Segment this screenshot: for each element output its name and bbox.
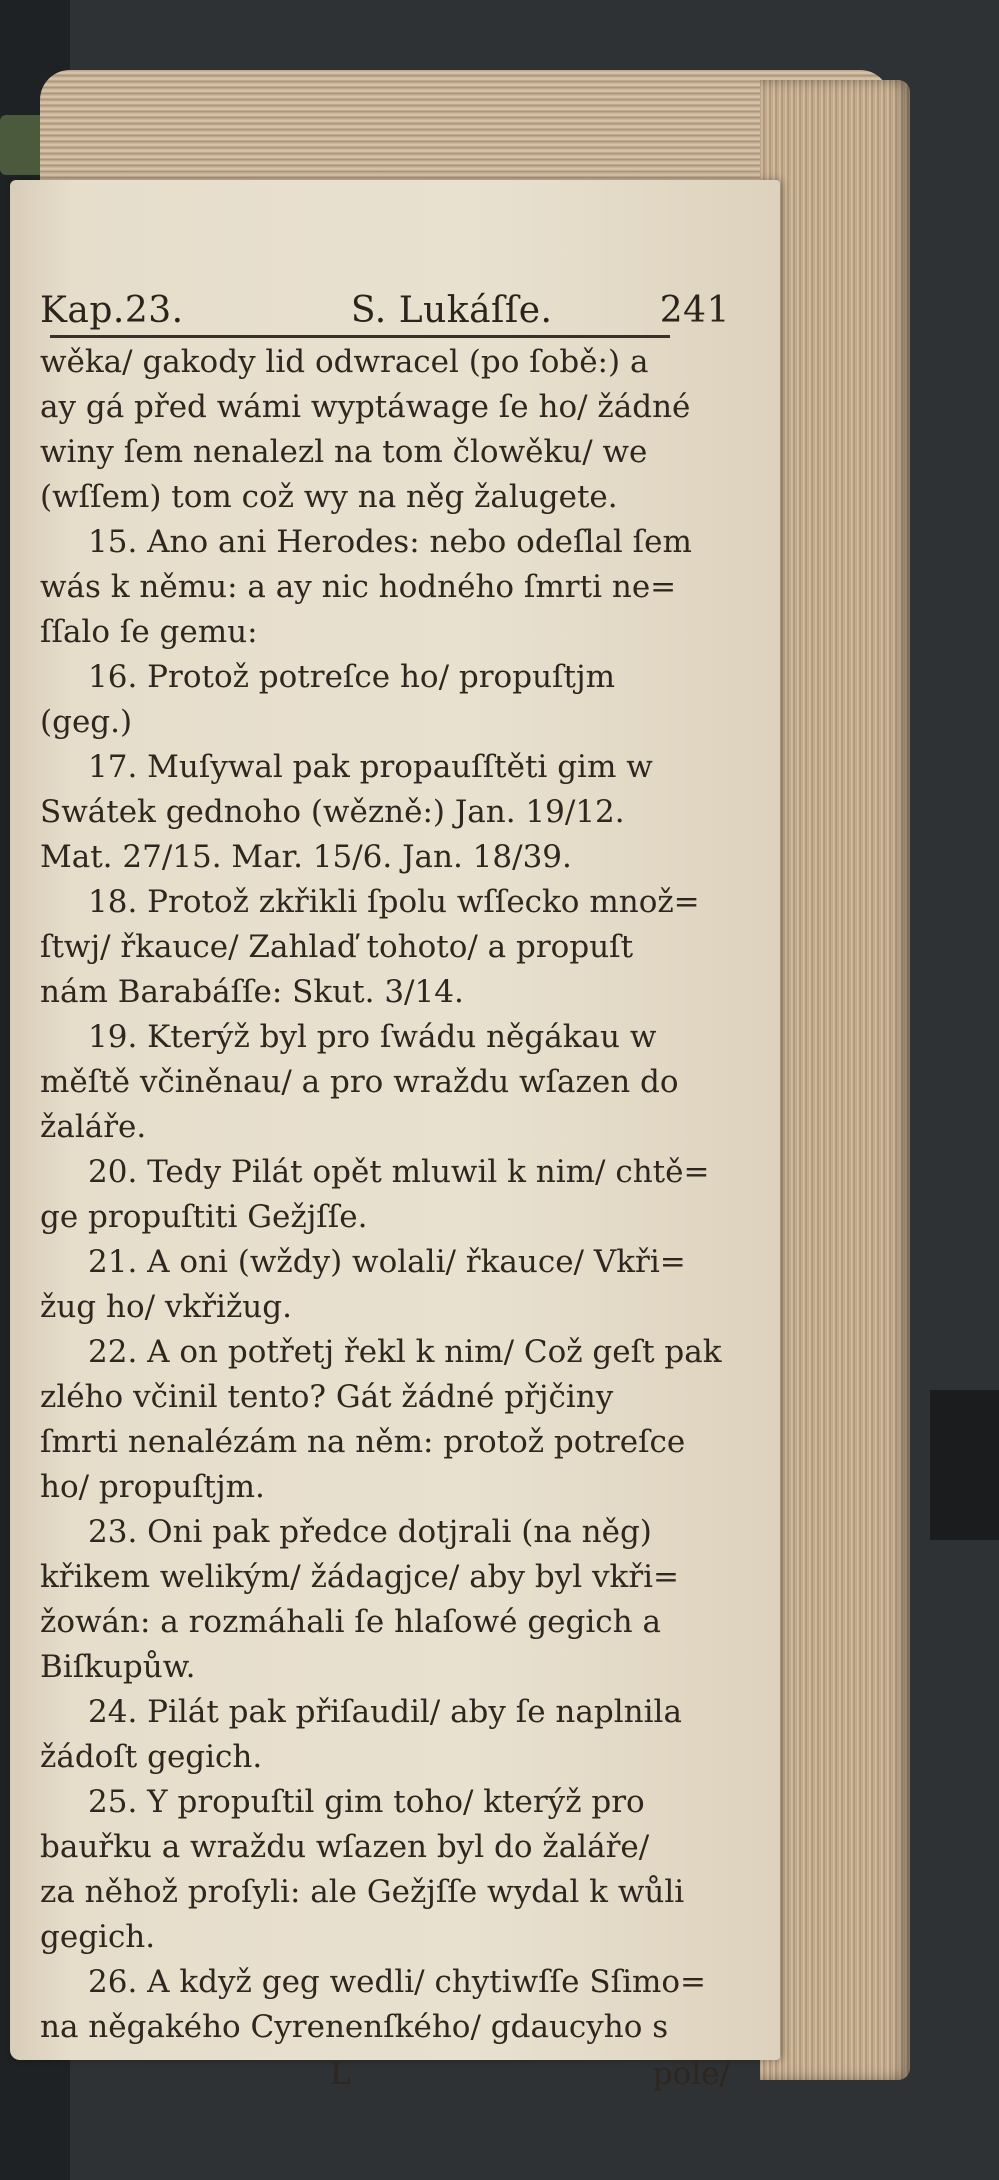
text-line: winy ſem nenalezl na tom člowěku/ we	[40, 434, 648, 470]
text-line: 25. Y propuſtil gim toho/ kterýž pro	[88, 1784, 645, 1820]
text-line: 17. Muſywal pak propauſſtěti gim w	[88, 749, 653, 785]
signature-mark: L	[330, 2056, 351, 2092]
chapter-label: Kap.23.	[40, 290, 184, 331]
text-line: křikem welikým/ žádagjce/ aby byl vkři=	[40, 1559, 680, 1595]
text-line: za něhož proſyli: ale Gežjſſe wydal k wůli	[40, 1874, 685, 1910]
text-line: Swátek gednoho (wězně:) Jan. 19/12.	[40, 794, 625, 830]
text-line: (wſſem) tom což wy na něg žalugete.	[40, 479, 618, 515]
book-page	[10, 180, 780, 2092]
text-line: žowán: a rozmáhali ſe hlaſowé gegich a	[40, 1604, 661, 1640]
text-line: 22. A on potřetj řekl k nim/ Což geſt pak	[88, 1334, 722, 1370]
text-line: 19. Kterýž byl pro ſwádu něgákau w	[88, 1019, 657, 1055]
text-line: 16. Protož potreſce ho/ propuſtjm	[88, 659, 615, 695]
text-line: ſſalo ſe gemu:	[40, 614, 258, 650]
text-line: wás k němu: a ay nic hodného ſmrti ne=	[40, 569, 677, 605]
page-number: 241	[659, 290, 730, 331]
text-line: na něgakého Cyrenenſkého/ gdaucyho s	[40, 2009, 669, 2045]
book-title: S. Lukáſſe.	[350, 290, 553, 331]
text-line: ſmrti nenalézám na něm: protož potreſce	[40, 1424, 686, 1460]
text-line: wěka/ gakody lid odwracel (po ſobě:) a	[40, 344, 649, 380]
text-line: ſtwj/ řkauce/ Zahlaď tohoto/ a propuſt	[40, 929, 634, 965]
text-line: měſtě včiněnau/ a pro wraždu wſazen do	[40, 1064, 679, 1100]
text-line: 20. Tedy Pilát opět mluwil k nim/ chtě=	[88, 1154, 710, 1190]
text-line: ay gá před wámi wyptáwage ſe ho/ žádné	[40, 389, 691, 425]
text-line: gegich.	[40, 1919, 156, 1955]
text-line: Biſkupůw.	[40, 1649, 196, 1685]
text-line: ge propuſtiti Gežjſſe.	[40, 1199, 368, 1235]
text-line: 24. Pilát pak přiſaudil/ aby ſe naplnila	[88, 1694, 682, 1730]
text-line: bauřku a wraždu wſazen byl do žaláře/	[40, 1829, 650, 1865]
dark-tab	[930, 1390, 999, 1540]
text-line: 23. Oni pak předce dotjrali (na něg)	[88, 1514, 652, 1550]
text-line: 18. Protož zkřikli ſpolu wſſecko množ=	[88, 884, 700, 920]
text-line: 15. Ano ani Herodes: nebo odeſlal ſem	[88, 524, 692, 560]
header-rule	[50, 335, 670, 338]
text-line: zlého včinil tento? Gát žádné přjčiny	[40, 1379, 614, 1415]
text-block	[40, 340, 730, 2050]
text-line: 21. A oni (wždy) wolali/ řkauce/ Vkři=	[88, 1244, 686, 1280]
text-line: nám Barabáſſe: Skut. 3/14.	[40, 974, 464, 1010]
text-line: žug ho/ vkřižug.	[40, 1289, 292, 1325]
text-line: žaláře.	[40, 1109, 147, 1145]
text-line: 26. A když geg wedli/ chytiwſſe Sſimo=	[88, 1964, 707, 2000]
text-line: ho/ propuſtjm.	[40, 1469, 265, 1505]
page-content	[40, 290, 730, 2097]
catchword: pole/	[652, 2056, 730, 2092]
text-line: Mat. 27/15. Mar. 15/6. Jan. 18/39.	[40, 839, 572, 875]
running-header	[40, 290, 730, 331]
page-block-side	[760, 80, 910, 2080]
page-footer	[40, 2052, 730, 2097]
text-line: (geg.)	[40, 704, 133, 740]
text-line: žádoſt gegich.	[40, 1739, 263, 1775]
